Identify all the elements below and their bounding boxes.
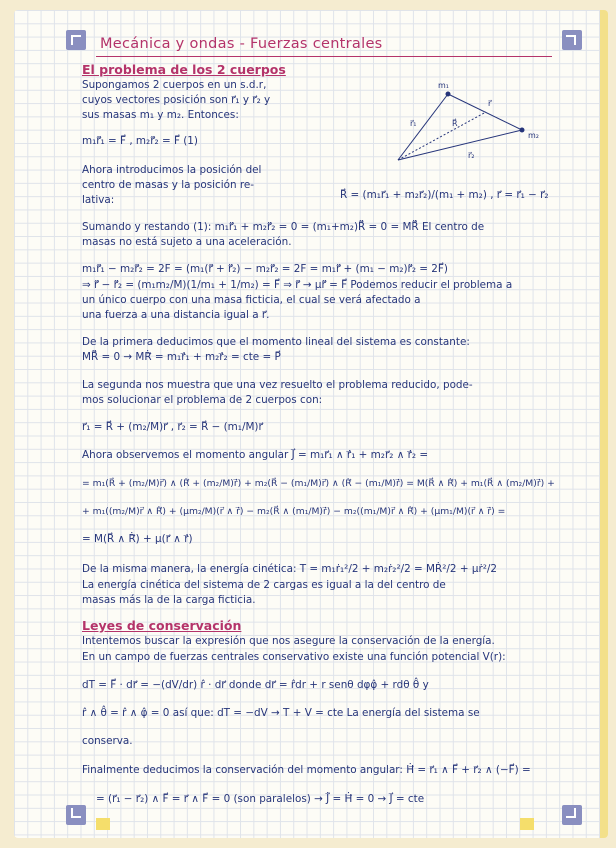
equation-line: MR̈⃗ = 0 → MṘ⃗ = m₁ṙ⃗₁ + m₂ṙ⃗₂ = cte = P⃗ [82,351,281,363]
text-line: La segunda nos muestra que una vez resuelto el problema reducido, pode- [82,379,473,391]
text-line: una fuerza a una distancia igual a r⃗. [82,309,270,321]
text-line: Sumando y restando (1): m₁r̈⃗₁ + m₂r̈⃗₂ = 0 = (m₁+m₂)R̈⃗ = 0 = MR̈⃗ El centro de [82,221,485,233]
corner-bottom-right-icon[interactable] [562,805,582,825]
text-line: La energía cinética del sistema de 2 cargas es igual a la del centro de [82,579,446,591]
equation-line: R⃗ = (m₁r⃗₁ + m₂r⃗₂)/(m₁ + m₂) , r⃗ = r⃗₁ − r⃗₂ [340,189,549,201]
title-underline [96,56,552,57]
equation-line: = (r⃗₁ − r⃗₂) ∧ F⃗ = r⃗ ∧ F⃗ = 0 (son paralelos) → J̇⃗ = Ḣ⃗ = 0 → J⃗ = cte [96,793,425,805]
text-line: sus masas m₁ y m₂. Entonces: [82,109,239,121]
label-R: R⃗ [452,119,458,128]
equation-line: = M(R⃗ ∧ Ṙ⃗) + μ(r⃗ ∧ ṙ⃗) [82,533,193,545]
equation-line: m₁r̈⃗₁ = F⃗ , m₂r̈⃗₂ = F⃗ (1) [82,135,198,147]
text-line: centro de masas y la posición re- [82,179,255,191]
page-title: Mecánica y ondas - Fuerzas centrales [100,36,383,52]
text-line: masas no está sujeto a una aceleración. [82,236,292,248]
text-line: masas más la de la carga ficticia. [82,594,256,606]
equation-line: dT = F⃗ · dr⃗ = −(dV/dr) r̂ · dr⃗ donde dr⃗ = r̂dr + r senθ dφφ̂ + rdθ θ̂ y [82,679,429,691]
label-m2: m₂ [528,131,539,140]
text-line: Ahora introducimos la posición del [82,164,262,176]
text-line: cuyos vectores posición son r⃗₁ y r⃗₂ y [82,94,271,106]
text-line: ⇒ r̈⃗ − r̈⃗₂ = (m₁m₂/M)(1/m₁ + 1/m₂) = F⃗ ⇒ r̈⃗ → μr̈⃗ = F⃗ Podemos reducir el problema a [82,279,513,291]
text-line: Ahora observemos el momento angular J⃗ = m₁r⃗₁ ∧ ṙ⃗₁ + m₂r⃗₂ ∧ ṙ⃗₂ = [82,449,429,461]
text-line: un único cuerpo con una masa ficticia, el cual se verá afectado a [82,294,421,306]
corner-bottom-left-icon[interactable] [66,805,86,825]
equation-line: + m₁((m₂/M)r⃗ ∧ Ṙ⃗) + (μm₂/M)(r⃗ ∧ ṙ⃗) − m₂(R⃗ ∧ (m₁/M)ṙ⃗) − m₂((m₁/M)r⃗ ∧ Ṙ⃗) + (μm₁/M)(r⃗ ∧ ṙ⃗) = [82,506,506,517]
section-heading-two-body: El problema de los 2 cuerpos [82,62,286,77]
label-r1: r⃗₁ [410,119,417,128]
text-line: En un campo de fuerzas centrales conservativo existe una función potencial V(r): [82,651,506,663]
text-line: r̂ ∧ θ̂ = r̂ ∧ φ̂ = 0 así que: dT = −dV → T + V = cte La energía del sistema se [82,707,480,719]
text-line: lativa: [82,194,115,206]
label-r2: r⃗₂ [468,151,475,160]
text-line: conserva. [82,735,133,747]
text-line: Finalmente deducimos la conservación del momento angular: Ḣ⃗ = r⃗₁ ∧ F⃗ + r⃗₂ ∧ (−F⃗) = [82,764,531,776]
text-line: Intentemos buscar la expresión que nos asegure la conservación de la energía. [82,635,495,647]
yellow-marker [96,818,110,830]
text-line: Supongamos 2 cuerpos en un s.d.r, [82,79,267,91]
section-heading-conservation: Leyes de conservación [82,618,242,633]
text-line: De la misma manera, la energía cinética: T = m₁ṙ₁²/2 + m₂ṙ₂²/2 = MṘ²/2 + μṙ²/2 [82,563,497,575]
label-m1: m₁ [438,81,449,90]
yellow-marker [520,818,534,830]
corner-forward-icon[interactable] [562,30,582,50]
label-r: r⃗ [488,99,492,108]
text-line: De la primera deducimos que el momento lineal del sistema es constante: [82,336,470,348]
equation-line: r⃗₁ = R⃗ + (m₂/M)r⃗ , r⃗₂ = R⃗ − (m₁/M)r⃗ [82,421,263,433]
corner-back-icon[interactable] [66,30,86,50]
two-body-diagram [388,78,560,164]
equation-line: = m₁(R⃗ + (m₂/M)r⃗) ∧ (Ṙ⃗ + (m₂/M)ṙ⃗) + m₂(R⃗ − (m₁/M)r⃗) ∧ (Ṙ⃗ − (m₁/M)ṙ⃗) = M(R⃗ ∧ Ṙ⃗) + m₁(R⃗ ∧ (m₂/M)ṙ⃗) + [82,478,555,489]
text-line: mos solucionar el problema de 2 cuerpos con: [82,394,323,406]
equation-line: m₁r̈⃗₁ − m₂r̈⃗₂ = 2F = (m₁(r̈⃗ + r̈⃗₂) − m₂r̈⃗₂ = 2F = m₁r̈⃗ + (m₁ − m₂)r̈⃗₂ = 2F⃗) [82,263,448,275]
